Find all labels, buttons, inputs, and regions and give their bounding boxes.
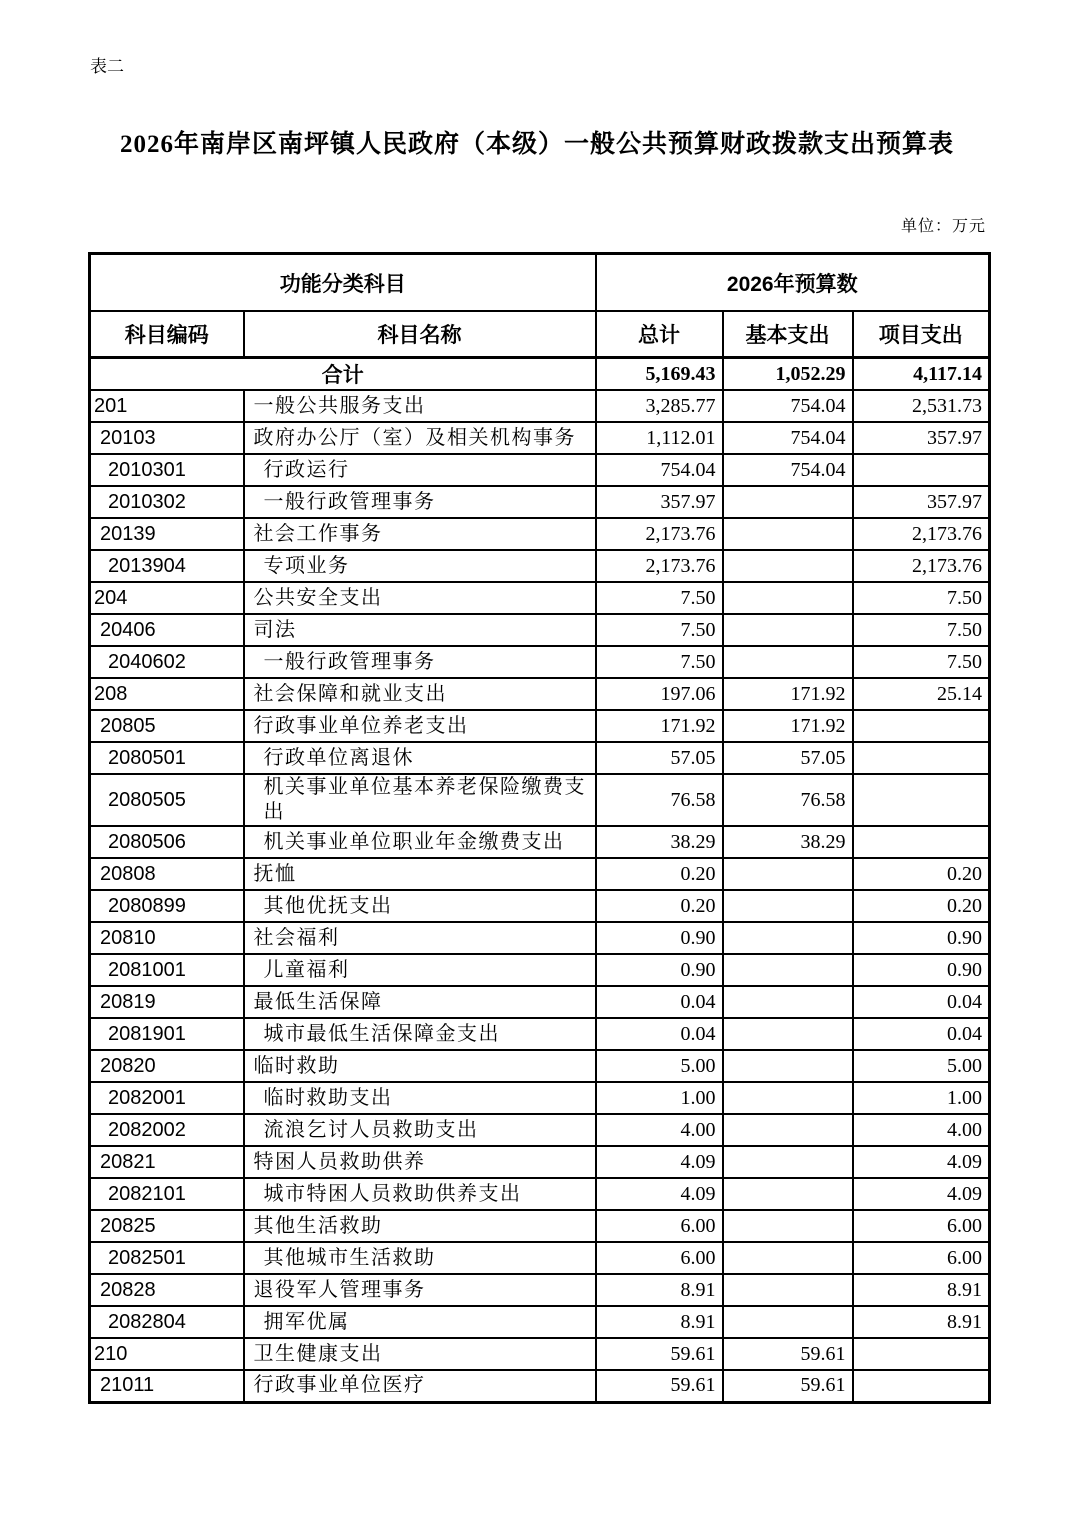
- total-value-cell: 0.20: [596, 858, 723, 890]
- subject-name-cell: 机关事业单位职业年金缴费支出: [244, 826, 596, 858]
- total-value-cell: 59.61: [596, 1370, 723, 1402]
- project-expenditure-cell: 5.00: [853, 1050, 990, 1082]
- total-value-cell: 1.00: [596, 1082, 723, 1114]
- total-value-cell: 4.09: [596, 1146, 723, 1178]
- subject-code-cell: 204: [90, 582, 244, 614]
- basic-expenditure-cell: [723, 1082, 853, 1114]
- subject-name-cell: 其他城市生活救助: [244, 1242, 596, 1274]
- total-value-cell: 8.91: [596, 1306, 723, 1338]
- total-value-cell: 5.00: [596, 1050, 723, 1082]
- basic-expenditure-cell: 59.61: [723, 1370, 853, 1402]
- budget-row: [90, 826, 990, 858]
- total-value-cell: 7.50: [596, 646, 723, 678]
- project-expenditure-cell: 2,531.73: [853, 390, 990, 422]
- budget-table-body: [90, 358, 990, 1403]
- grand-total-project: 4,117.14: [853, 358, 990, 391]
- header-project-expenditure: 项目支出: [853, 311, 990, 358]
- subject-code-cell: 2080501: [90, 742, 244, 774]
- subject-code-cell: 21011: [90, 1370, 244, 1402]
- budget-row: [90, 646, 990, 678]
- subject-code-cell: 2082501: [90, 1242, 244, 1274]
- budget-row: [90, 922, 990, 954]
- subject-name-cell: 政府办公厅（室）及相关机构事务: [244, 422, 596, 454]
- subject-code-cell: 2010302: [90, 486, 244, 518]
- budget-row: [90, 858, 990, 890]
- basic-expenditure-cell: 171.92: [723, 678, 853, 710]
- project-expenditure-cell: 7.50: [853, 582, 990, 614]
- subject-name-cell: 行政运行: [244, 454, 596, 486]
- basic-expenditure-cell: [723, 922, 853, 954]
- budget-row: [90, 710, 990, 742]
- budget-row: [90, 890, 990, 922]
- total-value-cell: 8.91: [596, 1274, 723, 1306]
- total-value-cell: 6.00: [596, 1242, 723, 1274]
- subject-name-cell: 机关事业单位基本养老保险缴费支出: [244, 774, 596, 826]
- project-expenditure-cell: 0.04: [853, 986, 990, 1018]
- subject-code-cell: 2080506: [90, 826, 244, 858]
- budget-row: [90, 518, 990, 550]
- project-expenditure-cell: [853, 1370, 990, 1402]
- project-expenditure-cell: [853, 454, 990, 486]
- budget-row: [90, 1370, 990, 1402]
- project-expenditure-cell: 6.00: [853, 1210, 990, 1242]
- total-value-cell: 2,173.76: [596, 550, 723, 582]
- budget-row: [90, 1242, 990, 1274]
- project-expenditure-cell: 8.91: [853, 1274, 990, 1306]
- basic-expenditure-cell: 59.61: [723, 1338, 853, 1370]
- basic-expenditure-cell: 754.04: [723, 454, 853, 486]
- basic-expenditure-cell: [723, 1306, 853, 1338]
- subject-name-cell: 一般行政管理事务: [244, 486, 596, 518]
- subject-code-cell: 20819: [90, 986, 244, 1018]
- budget-row: [90, 390, 990, 422]
- subject-name-cell: 社会福利: [244, 922, 596, 954]
- budget-row: [90, 550, 990, 582]
- total-value-cell: 4.00: [596, 1114, 723, 1146]
- total-value-cell: 3,285.77: [596, 390, 723, 422]
- budget-row: [90, 1050, 990, 1082]
- budget-row: [90, 678, 990, 710]
- basic-expenditure-cell: 754.04: [723, 422, 853, 454]
- basic-expenditure-cell: [723, 1050, 853, 1082]
- budget-row: [90, 954, 990, 986]
- project-expenditure-cell: 4.00: [853, 1114, 990, 1146]
- subject-name-cell: 行政单位离退休: [244, 742, 596, 774]
- budget-row: [90, 1210, 990, 1242]
- project-expenditure-cell: 8.91: [853, 1306, 990, 1338]
- basic-expenditure-cell: [723, 1274, 853, 1306]
- basic-expenditure-cell: 76.58: [723, 774, 853, 826]
- basic-expenditure-cell: 171.92: [723, 710, 853, 742]
- budget-row: [90, 1274, 990, 1306]
- total-value-cell: 1,112.01: [596, 422, 723, 454]
- basic-expenditure-cell: 754.04: [723, 390, 853, 422]
- basic-expenditure-cell: [723, 486, 853, 518]
- project-expenditure-cell: 0.04: [853, 1018, 990, 1050]
- subject-name-cell: 司法: [244, 614, 596, 646]
- subject-code-cell: 20820: [90, 1050, 244, 1082]
- basic-expenditure-cell: [723, 1114, 853, 1146]
- subject-name-cell: 退役军人管理事务: [244, 1274, 596, 1306]
- project-expenditure-cell: 357.97: [853, 422, 990, 454]
- total-value-cell: 171.92: [596, 710, 723, 742]
- project-expenditure-cell: 6.00: [853, 1242, 990, 1274]
- grand-total-basic: 1,052.29: [723, 358, 853, 391]
- subject-name-cell: 一般公共服务支出: [244, 390, 596, 422]
- subject-code-cell: 2082002: [90, 1114, 244, 1146]
- basic-expenditure-cell: [723, 1178, 853, 1210]
- budget-row: [90, 454, 990, 486]
- grand-total-total: 5,169.43: [596, 358, 723, 391]
- project-expenditure-cell: 7.50: [853, 614, 990, 646]
- project-expenditure-cell: 0.20: [853, 890, 990, 922]
- subject-name-cell: 城市最低生活保障金支出: [244, 1018, 596, 1050]
- subject-name-cell: 其他生活救助: [244, 1210, 596, 1242]
- total-value-cell: 0.20: [596, 890, 723, 922]
- subject-code-cell: 2081901: [90, 1018, 244, 1050]
- total-value-cell: 197.06: [596, 678, 723, 710]
- budget-row: [90, 422, 990, 454]
- budget-row: [90, 582, 990, 614]
- subject-name-cell: 拥军优属: [244, 1306, 596, 1338]
- basic-expenditure-cell: [723, 550, 853, 582]
- subject-name-cell: 一般行政管理事务: [244, 646, 596, 678]
- basic-expenditure-cell: 57.05: [723, 742, 853, 774]
- subject-code-cell: 20810: [90, 922, 244, 954]
- grand-total-row: [90, 358, 990, 391]
- project-expenditure-cell: [853, 1338, 990, 1370]
- budget-row: [90, 1018, 990, 1050]
- total-value-cell: 0.04: [596, 986, 723, 1018]
- basic-expenditure-cell: 38.29: [723, 826, 853, 858]
- total-value-cell: 0.90: [596, 922, 723, 954]
- project-expenditure-cell: 0.90: [853, 922, 990, 954]
- total-value-cell: 38.29: [596, 826, 723, 858]
- basic-expenditure-cell: [723, 858, 853, 890]
- budget-row: [90, 614, 990, 646]
- basic-expenditure-cell: [723, 518, 853, 550]
- basic-expenditure-cell: [723, 1146, 853, 1178]
- basic-expenditure-cell: [723, 1018, 853, 1050]
- table-number-label: 表二: [90, 57, 124, 76]
- budget-row: [90, 1178, 990, 1210]
- header-basic-expenditure: 基本支出: [723, 311, 853, 358]
- basic-expenditure-cell: [723, 890, 853, 922]
- subject-code-cell: 20406: [90, 614, 244, 646]
- subject-code-cell: 201: [90, 390, 244, 422]
- subject-code-cell: 2013904: [90, 550, 244, 582]
- subject-name-cell: 最低生活保障: [244, 986, 596, 1018]
- budget-row: [90, 1082, 990, 1114]
- project-expenditure-cell: 2,173.76: [853, 550, 990, 582]
- project-expenditure-cell: 2,173.76: [853, 518, 990, 550]
- total-value-cell: 6.00: [596, 1210, 723, 1242]
- subject-name-cell: 抚恤: [244, 858, 596, 890]
- subject-code-cell: 2082001: [90, 1082, 244, 1114]
- subject-name-cell: 儿童福利: [244, 954, 596, 986]
- subject-code-cell: 2080899: [90, 890, 244, 922]
- project-expenditure-cell: 357.97: [853, 486, 990, 518]
- header-functional-classification: 功能分类科目: [90, 254, 596, 312]
- budget-row: [90, 742, 990, 774]
- subject-name-cell: 专项业务: [244, 550, 596, 582]
- budget-row: [90, 1114, 990, 1146]
- total-value-cell: 59.61: [596, 1338, 723, 1370]
- subject-code-cell: 2040602: [90, 646, 244, 678]
- budget-row: [90, 774, 990, 826]
- subject-name-cell: 社会工作事务: [244, 518, 596, 550]
- subject-code-cell: 2082804: [90, 1306, 244, 1338]
- subject-name-cell: 其他优抚支出: [244, 890, 596, 922]
- basic-expenditure-cell: [723, 1210, 853, 1242]
- subject-code-cell: 208: [90, 678, 244, 710]
- subject-code-cell: 2010301: [90, 454, 244, 486]
- project-expenditure-cell: 7.50: [853, 646, 990, 678]
- total-value-cell: 357.97: [596, 486, 723, 518]
- table-header: [90, 254, 990, 358]
- total-value-cell: 7.50: [596, 582, 723, 614]
- project-expenditure-cell: 4.09: [853, 1178, 990, 1210]
- subject-name-cell: 特困人员救助供养: [244, 1146, 596, 1178]
- budget-row: [90, 1146, 990, 1178]
- basic-expenditure-cell: [723, 986, 853, 1018]
- project-expenditure-cell: 25.14: [853, 678, 990, 710]
- subject-code-cell: 2082101: [90, 1178, 244, 1210]
- page-title: 2026年南岸区南坪镇人民政府（本级）一般公共预算财政拨款支出预算表: [119, 131, 954, 158]
- grand-total-label: 合计: [90, 358, 596, 391]
- subject-code-cell: 20808: [90, 858, 244, 890]
- subject-name-cell: 社会保障和就业支出: [244, 678, 596, 710]
- total-value-cell: 754.04: [596, 454, 723, 486]
- subject-code-cell: 2081001: [90, 954, 244, 986]
- subject-code-cell: 20103: [90, 422, 244, 454]
- subject-code-cell: 20821: [90, 1146, 244, 1178]
- subject-code-cell: 210: [90, 1338, 244, 1370]
- subject-name-cell: 临时救助: [244, 1050, 596, 1082]
- subject-name-cell: 流浪乞讨人员救助支出: [244, 1114, 596, 1146]
- subject-code-cell: 20825: [90, 1210, 244, 1242]
- project-expenditure-cell: 0.20: [853, 858, 990, 890]
- total-value-cell: 76.58: [596, 774, 723, 826]
- project-expenditure-cell: 1.00: [853, 1082, 990, 1114]
- subject-name-cell: 城市特困人员救助供养支出: [244, 1178, 596, 1210]
- total-value-cell: 7.50: [596, 614, 723, 646]
- subject-name-cell: 行政事业单位养老支出: [244, 710, 596, 742]
- project-expenditure-cell: [853, 774, 990, 826]
- basic-expenditure-cell: [723, 954, 853, 986]
- subject-code-cell: 20828: [90, 1274, 244, 1306]
- project-expenditure-cell: 0.90: [853, 954, 990, 986]
- total-value-cell: 57.05: [596, 742, 723, 774]
- total-value-cell: 0.90: [596, 954, 723, 986]
- basic-expenditure-cell: [723, 1242, 853, 1274]
- budget-row: [90, 1306, 990, 1338]
- unit-note: 单位：万元: [900, 218, 986, 235]
- subject-code-cell: 20805: [90, 710, 244, 742]
- subject-name-cell: 卫生健康支出: [244, 1338, 596, 1370]
- project-expenditure-cell: [853, 826, 990, 858]
- subject-name-cell: 公共安全支出: [244, 582, 596, 614]
- subject-name-cell: 行政事业单位医疗: [244, 1370, 596, 1402]
- subject-code-cell: 2080505: [90, 774, 244, 826]
- project-expenditure-cell: [853, 710, 990, 742]
- budget-row: [90, 986, 990, 1018]
- budget-row: [90, 1338, 990, 1370]
- project-expenditure-cell: 4.09: [853, 1146, 990, 1178]
- subject-name-cell: 临时救助支出: [244, 1082, 596, 1114]
- basic-expenditure-cell: [723, 582, 853, 614]
- budget-table: [88, 252, 991, 1404]
- basic-expenditure-cell: [723, 646, 853, 678]
- subject-code-cell: 20139: [90, 518, 244, 550]
- project-expenditure-cell: [853, 742, 990, 774]
- total-value-cell: 4.09: [596, 1178, 723, 1210]
- header-total: 总计: [596, 311, 723, 358]
- header-subject-code: 科目编码: [90, 311, 244, 358]
- basic-expenditure-cell: [723, 614, 853, 646]
- total-value-cell: 2,173.76: [596, 518, 723, 550]
- header-budget-2026: 2026年预算数: [596, 254, 990, 312]
- budget-row: [90, 486, 990, 518]
- total-value-cell: 0.04: [596, 1018, 723, 1050]
- header-subject-name: 科目名称: [244, 311, 596, 358]
